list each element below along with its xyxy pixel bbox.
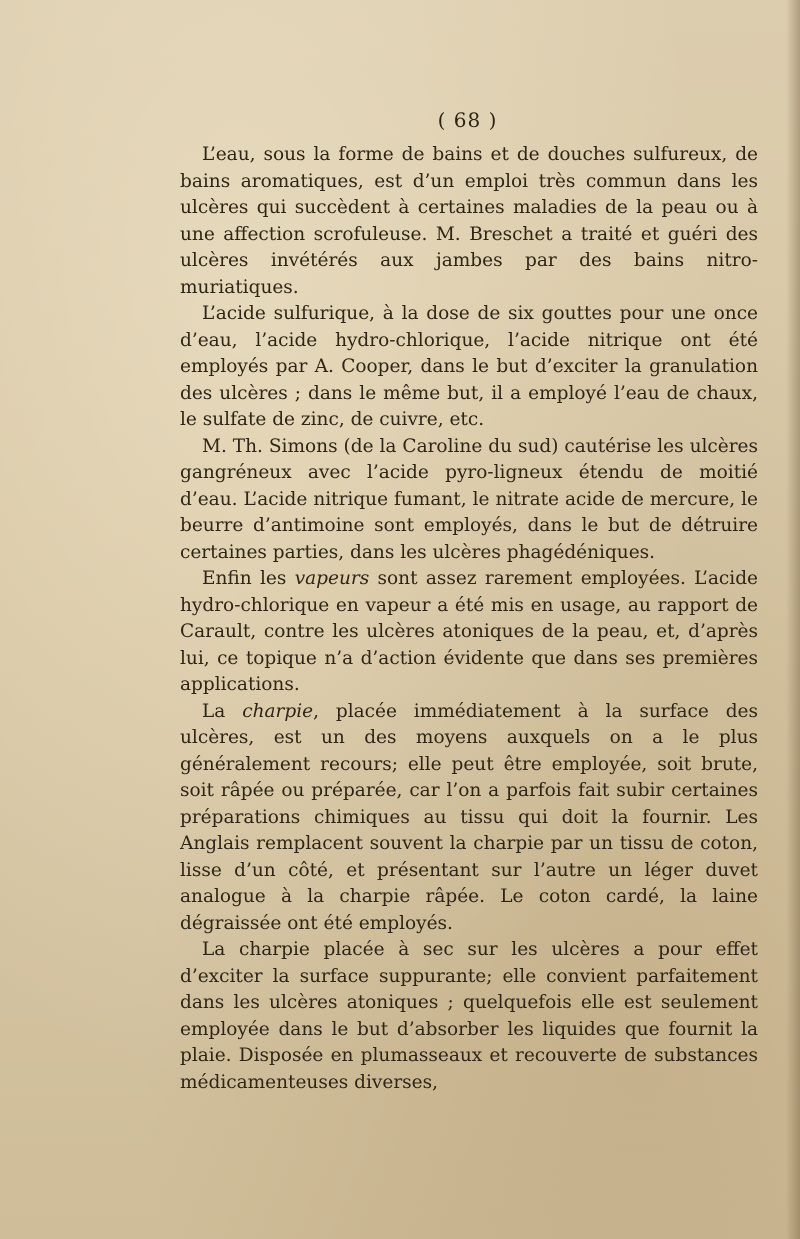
paragraph-charpie: [180, 699, 758, 938]
paragraph-vapeurs: [180, 566, 758, 699]
paragraph-charpie-sec: La charpie placée à sec sur les ulcères a pour effet d’exciter la surface suppurante; elle convient parfaitement dans les ulcères atoniques ; quelquefois elle est seulement employée dans le but d’absorber les liquides que fournit la plaie. Disposée en plumasseaux et recouverte de substances médicamenteuses diverses,: [180, 939, 758, 1093]
paragraph-simons: M. Th. Simons (de la Caroline du sud) cautérise les ulcères gangréneux avec l’acide pyro-ligneux étendu de moitié d’eau. L’acide nitrique fumant, le nitrate acide de mercure, le beurre d’antimoine sont employés, dans le but de détruire certaines parties, dans les ulcères phagédéniques.: [180, 435, 758, 563]
paragraph-vapeurs-start: Enfin les: [202, 568, 295, 589]
italic-term-charpie: charpie: [242, 700, 314, 722]
italic-term-vapeurs: vapeurs: [294, 568, 370, 589]
body-text: [180, 142, 758, 1096]
page-number: ( 68 ): [437, 108, 498, 132]
paragraph-charpie-rest: , placée immédiatement à la surface des ulcères, est un des moyens auxquels on a le plus généralement recours; elle peut être employée, soit brute, soit râpée ou préparée, car l’on a parfois fait subir certaines préparations chimiques au tissu qui doit la fournir. Les Anglais remplacent souvent la charpie par un tissu de coton, lisse d’un côté, et présentant sur l’autre un léger duvet analogue à la charpie râpée. Le coton cardé, la laine dégraissée ont été employés.: [180, 700, 759, 934]
page-edge-shadow: [786, 0, 800, 1239]
paragraph-sulfuric-acid: L’acide sulfurique, à la dose de six gouttes pour une once d’eau, l’acide hydro-chlorique, l’acide nitrique ont été employés par A. Cooper, dans le but d’exciter la granulation des ulcères ; dans le même but, il a employé l’eau de chaux, le sulfate de zinc, de cuivre, etc.: [180, 303, 758, 430]
paragraph-water-baths: L’eau, sous la forme de bains et de douches sulfureux, de bains aromatiques, est d’un emploi très commun dans les ulcères qui succèdent à certaines maladies de la peau ou à une affection scrofuleuse. M. Breschet a traité et guéri des ulcères invétérés aux jambes par des bains nitro-muriatiques.: [180, 144, 758, 298]
paragraph-charpie-start: La: [202, 700, 243, 722]
paragraph-vapeurs-rest: sont assez rarement employées. L’acide hydro-chlorique en vapeur a été mis en usage, au rapport de Carault, contre les ulcères atoniques de la peau, et, d’après lui, ce topique n’a d’action évidente que dans ses premières applications.: [180, 568, 758, 695]
